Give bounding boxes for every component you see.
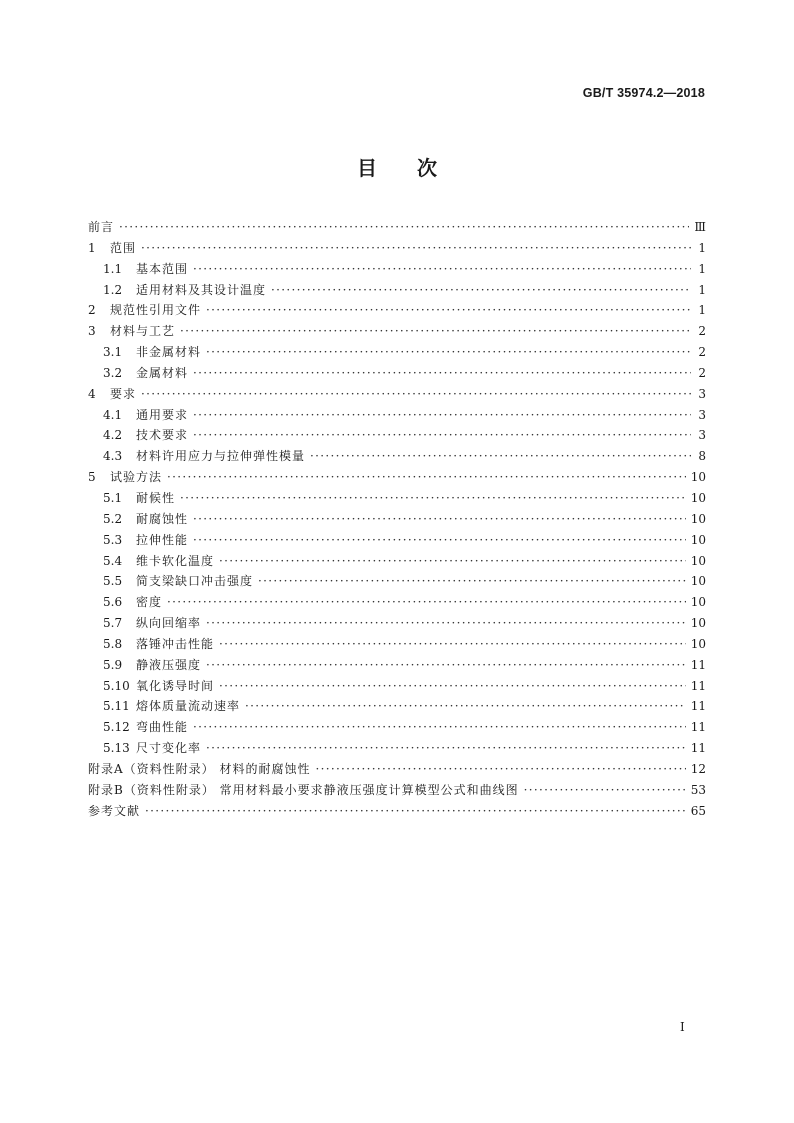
toc-entry-number: 5.3 <box>103 532 123 547</box>
toc-entry[interactable] <box>88 384 706 405</box>
toc-entry-page: 10 <box>690 490 706 505</box>
toc-leader-dots <box>167 467 686 488</box>
toc-entry-page: 1 <box>698 282 706 297</box>
toc-leader-dots <box>219 676 686 697</box>
toc-entry[interactable] <box>88 717 706 738</box>
toc-entry[interactable] <box>88 259 706 280</box>
toc-entry-label: 前言 <box>88 220 115 234</box>
toc-entry-label: 适用材料及其设计温度 <box>136 282 267 297</box>
page-title: 目次 <box>357 156 477 180</box>
toc-entry-label: 材料许用应力与拉伸弹性模量 <box>136 449 306 464</box>
toc-entry-page: 10 <box>690 470 706 485</box>
toc-leader-dots <box>193 363 691 384</box>
toc-entry-number: 1 <box>88 240 96 255</box>
toc-entry-label: 密度 <box>136 595 163 610</box>
toc-entry-number: 5.7 <box>103 616 123 631</box>
toc-leader-dots <box>193 530 686 551</box>
toc-entry-page: 10 <box>690 636 706 651</box>
toc-entry[interactable] <box>88 613 706 634</box>
toc-entry-number: 4.2 <box>103 428 123 443</box>
toc-entry-number: 5.1 <box>103 490 123 505</box>
toc-leader-dots <box>219 551 686 572</box>
toc-entry-number: 5.12 <box>103 720 130 735</box>
toc-entry-label: 维卡软化温度 <box>136 553 215 568</box>
toc-entry-page: 3 <box>698 386 706 401</box>
toc-entry-page: 10 <box>690 616 706 631</box>
toc-entry-label: 试验方法 <box>110 470 163 485</box>
toc-entry-label: 金属材料 <box>136 365 189 380</box>
toc-entry-page: 11 <box>690 720 706 735</box>
toc-entry-label: 范围 <box>110 240 137 255</box>
toc-entry-page: 10 <box>690 532 706 547</box>
toc-entry-number: 5.5 <box>103 574 123 589</box>
toc-entry-page: 3 <box>698 407 706 422</box>
toc-entry-number: 3.1 <box>103 345 123 360</box>
toc-entry-number: 5.2 <box>103 511 123 526</box>
toc-entry[interactable] <box>88 446 706 467</box>
toc-entry-page: 10 <box>690 511 706 526</box>
toc-leader-dots <box>180 321 691 342</box>
toc-entry[interactable] <box>88 634 706 655</box>
toc-entry-page: 12 <box>690 761 706 776</box>
toc-entry-page: 10 <box>690 553 706 568</box>
toc-leader-dots <box>258 571 686 592</box>
toc-entry[interactable] <box>88 738 706 759</box>
toc-entry-label: 技术要求 <box>136 428 189 443</box>
toc-leader-dots <box>141 238 691 259</box>
toc-entry[interactable] <box>88 592 706 613</box>
toc-entry-number: 5.4 <box>103 553 123 568</box>
toc-entry-page: 2 <box>698 365 706 380</box>
toc-entry-page: 1 <box>698 240 706 255</box>
toc-entry[interactable] <box>88 696 706 717</box>
toc-entry[interactable] <box>88 571 706 592</box>
toc-leader-dots <box>141 384 691 405</box>
toc-entry-label: 非金属材料 <box>136 345 202 360</box>
toc-entry[interactable] <box>88 759 706 780</box>
toc-entry-number: 5.13 <box>103 741 130 756</box>
toc-entry-label: 附录B（资料性附录） 常用材料最小要求静液压强度计算模型公式和曲线图 <box>88 782 519 797</box>
toc-entry-page: 1 <box>698 303 706 318</box>
toc-leader-dots <box>206 300 691 321</box>
toc-entry-number: 2 <box>88 303 96 318</box>
toc-entry-label: 拉伸性能 <box>136 532 189 547</box>
toc-entry-number: 4.1 <box>103 407 123 422</box>
toc-entry-number: 1.2 <box>103 282 123 297</box>
toc-entry-number: 5.8 <box>103 636 123 651</box>
toc-entry[interactable] <box>88 801 706 822</box>
toc-entry-page: Ⅲ <box>694 220 706 234</box>
toc-entry-page: 10 <box>690 574 706 589</box>
toc-entry-label: 要求 <box>110 386 137 401</box>
toc-entry-label: 尺寸变化率 <box>136 741 202 756</box>
standard-code: GB/T 35974.2—2018 <box>582 86 705 100</box>
toc-entry-number: 5.11 <box>103 699 130 714</box>
toc-entry[interactable] <box>88 488 706 509</box>
toc-entry-number: 5.9 <box>103 657 123 672</box>
toc-leader-dots <box>310 446 691 467</box>
toc-entry-page: 1 <box>698 261 706 276</box>
footer-page-number: I <box>680 1020 685 1034</box>
toc-entry-number: 3.2 <box>103 365 123 380</box>
toc-entry[interactable] <box>88 655 706 676</box>
toc-leader-dots <box>119 217 689 238</box>
toc-entry-label: 附录A（资料性附录） 材料的耐腐蚀性 <box>88 761 311 776</box>
toc-entry-label: 基本范围 <box>136 261 189 276</box>
toc-entry-number: 3 <box>88 324 96 339</box>
toc-leader-dots <box>245 696 686 717</box>
toc-leader-dots <box>271 280 691 301</box>
toc-entry-label: 氧化诱导时间 <box>136 678 215 693</box>
toc-entry-number: 5.10 <box>103 678 130 693</box>
toc-leader-dots <box>524 780 686 801</box>
toc-entry-label: 弯曲性能 <box>136 720 189 735</box>
toc-entry-number: 5 <box>88 470 96 485</box>
toc-entry[interactable] <box>88 467 706 488</box>
toc-leader-dots <box>180 488 686 509</box>
toc-entry-page: 53 <box>690 782 706 797</box>
toc-entry-page: 3 <box>698 428 706 443</box>
toc-entry[interactable] <box>88 425 706 446</box>
toc-entry-label: 耐腐蚀性 <box>136 511 189 526</box>
toc-entry[interactable] <box>88 530 706 551</box>
toc-entry-label: 静液压强度 <box>136 657 202 672</box>
toc-entry-page: 2 <box>698 345 706 360</box>
toc-entry[interactable] <box>88 300 706 321</box>
toc-entry-page: 10 <box>690 595 706 610</box>
toc-leader-dots <box>167 592 686 613</box>
toc-entry-label: 通用要求 <box>136 407 189 422</box>
toc-entry-page: 8 <box>698 449 706 464</box>
toc-leader-dots <box>315 759 685 780</box>
toc-leader-dots <box>193 425 691 446</box>
toc-leader-dots <box>219 634 686 655</box>
toc-entry-label: 材料与工艺 <box>110 324 176 339</box>
toc-leader-dots <box>206 655 686 676</box>
toc-leader-dots <box>193 717 686 738</box>
toc-entry-number: 1.1 <box>103 261 123 276</box>
toc-entry-page: 65 <box>690 803 706 818</box>
toc-entry[interactable] <box>88 363 706 384</box>
toc-entry-label: 熔体质量流动速率 <box>136 699 241 714</box>
table-of-contents <box>88 217 706 821</box>
toc-entry[interactable] <box>88 342 706 363</box>
toc-entry-page: 11 <box>690 678 706 693</box>
toc-entry[interactable] <box>88 217 706 238</box>
toc-entry-label: 参考文献 <box>88 803 141 818</box>
toc-entry-page: 2 <box>698 324 706 339</box>
toc-leader-dots <box>193 405 691 426</box>
toc-entry-label: 落锤冲击性能 <box>136 636 215 651</box>
toc-entry-label: 耐候性 <box>136 490 176 505</box>
toc-leader-dots <box>145 801 686 822</box>
toc-leader-dots <box>193 259 691 280</box>
toc-entry-number: 5.6 <box>103 595 123 610</box>
toc-entry[interactable] <box>88 321 706 342</box>
toc-leader-dots <box>206 613 686 634</box>
toc-entry[interactable] <box>88 676 706 697</box>
toc-entry-number: 4 <box>88 386 96 401</box>
toc-leader-dots <box>206 342 691 363</box>
toc-entry-label: 简支梁缺口冲击强度 <box>136 574 254 589</box>
toc-leader-dots <box>193 509 686 530</box>
toc-entry-page: 11 <box>690 699 706 714</box>
toc-entry[interactable] <box>88 551 706 572</box>
toc-entry-page: 11 <box>690 741 706 756</box>
toc-entry[interactable] <box>88 405 706 426</box>
toc-leader-dots <box>206 738 686 759</box>
toc-entry-label: 规范性引用文件 <box>110 303 202 318</box>
toc-entry[interactable] <box>88 509 706 530</box>
toc-entry-number: 4.3 <box>103 449 123 464</box>
toc-entry-page: 11 <box>690 657 706 672</box>
toc-entry[interactable] <box>88 280 706 301</box>
toc-entry[interactable] <box>88 780 706 801</box>
toc-entry[interactable] <box>88 238 706 259</box>
toc-entry-label: 纵向回缩率 <box>136 616 202 631</box>
